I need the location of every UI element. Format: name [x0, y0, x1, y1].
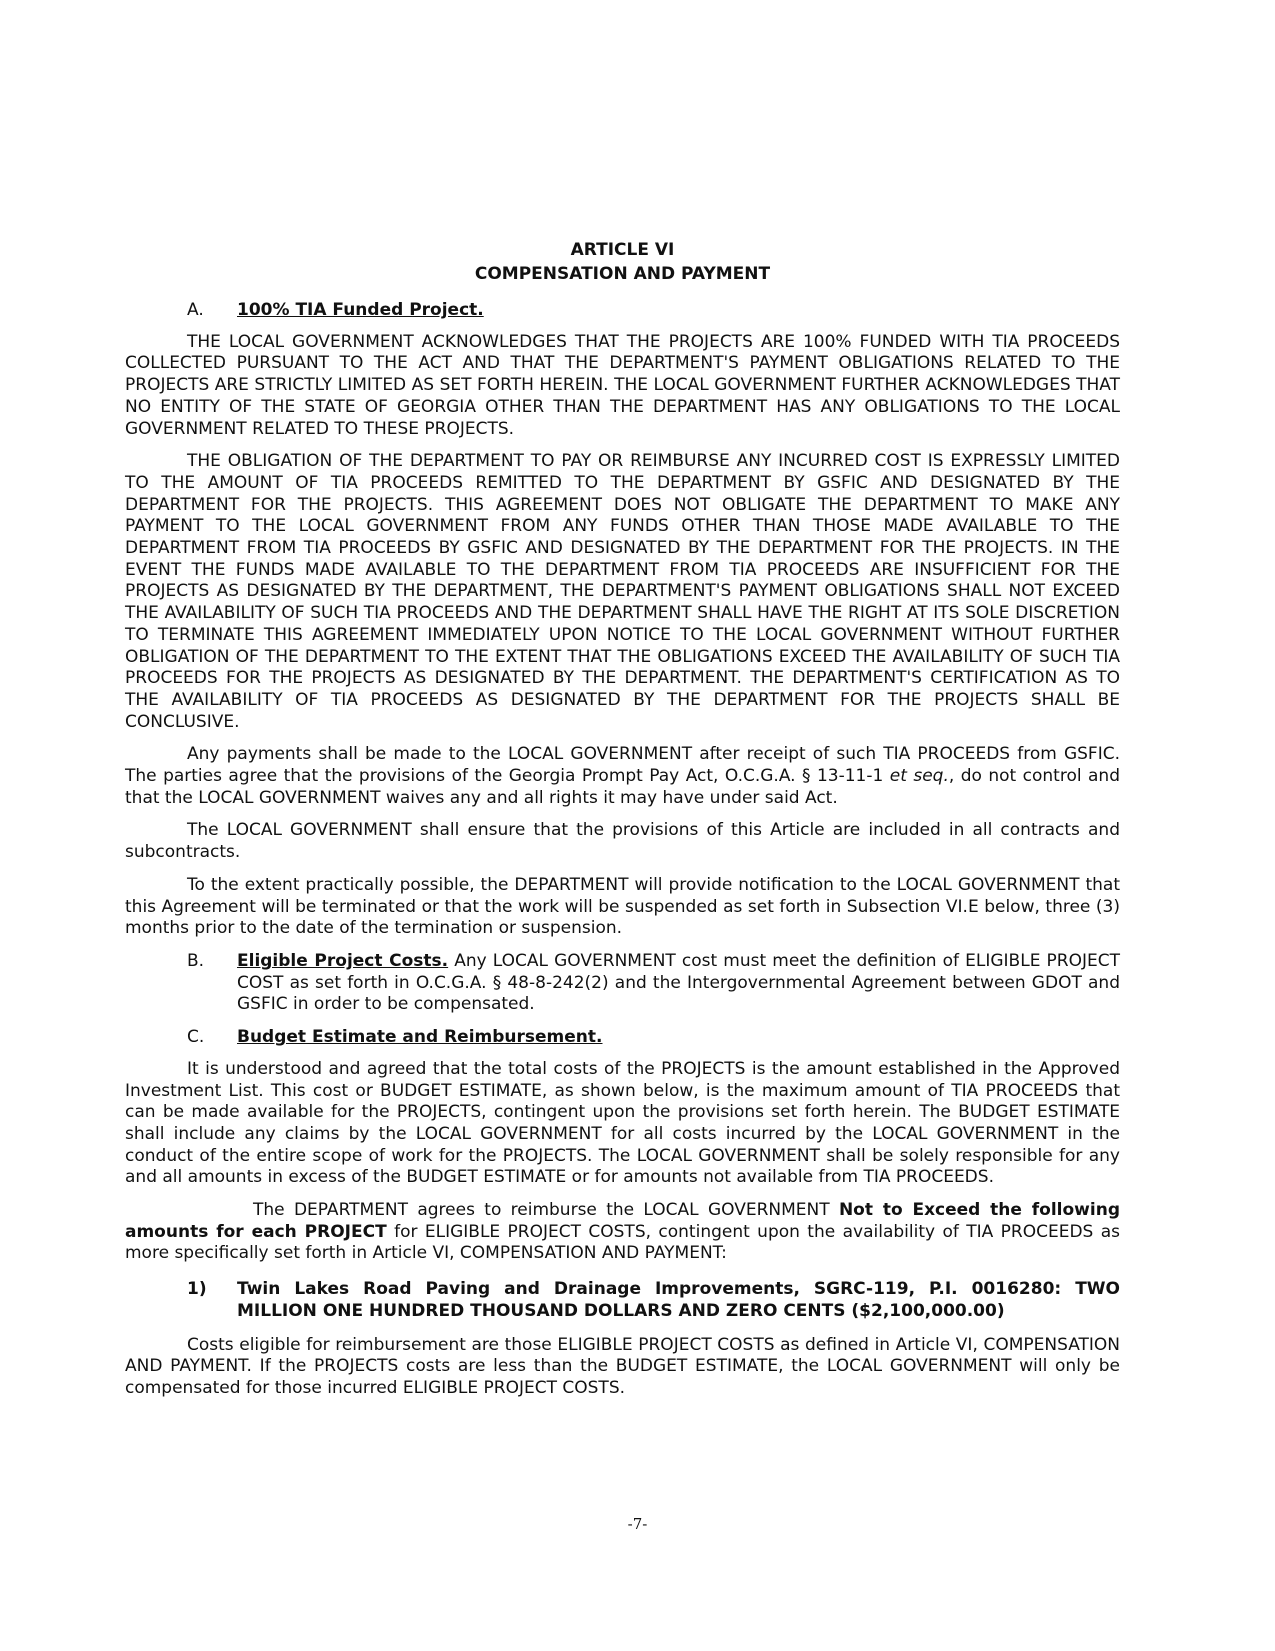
section-c-heading: [125, 1027, 1120, 1049]
section-a-paragraph-2: THE OBLIGATION OF THE DEPARTMENT TO PAY OR REIMBURSE ANY INCURRED COST IS EXPRESSLY LIMITED TO THE AMOUNT OF TIA PROCEEDS REMITTED TO THE DEPARTMENT BY GSFIC AND DESIGNATED BY THE DEPARTMENT FOR THE PROJECTS. THIS AGREEMENT DOES NOT OBLIGATE THE DEPARTMENT TO MAKE ANY PAYMENT TO THE LOCAL GOVERNMENT FROM ANY FUNDS OTHER THAN THOSE MADE AVAILABLE TO THE DEPARTMENT FROM TIA PROCEEDS BY GSFIC AND DESIGNATED BY THE DEPARTMENT FOR THE PROJECTS. IN THE EVENT THE FUNDS MADE AVAILABLE TO THE DEPARTMENT FROM TIA PROCEEDS ARE INSUFFICIENT FOR THE PROJECTS AS DESIGNATED BY THE DEPARTMENT, THE DEPARTMENT'S PAYMENT OBLIGATIONS SHALL NOT EXCEED THE AVAILABILITY OF SUCH TIA PROCEEDS AND THE DEPARTMENT SHALL HAVE THE RIGHT AT ITS SOLE DISCRETION TO TERMINATE THIS AGREEMENT IMMEDIATELY UPON NOTICE TO THE LOCAL GOVERNMENT WITHOUT FURTHER OBLIGATION OF THE DEPARTMENT TO THE EXTENT THAT THE OBLIGATIONS EXCEED THE AVAILABILITY OF SUCH TIA PROCEEDS FOR THE PROJECTS AS DESIGNATED BY THE DEPARTMENT. THE DEPARTMENT'S CERTIFICATION AS TO THE AVAILABILITY OF TIA PROCEEDS AS DESIGNATED BY THE DEPARTMENT FOR THE PROJECTS SHALL BE CONCLUSIVE.: [125, 451, 1120, 732]
section-c-paragraph-3: Costs eligible for reimbursement are those ELIGIBLE PROJECT COSTS as defined in Article VI, COMPENSATION AND PAYMENT. If the PROJECTS costs are less than the BUDGET ESTIMATE, the LOCAL GOVERNMENT will only be compensated for those incurred ELIGIBLE PROJECT COSTS.: [125, 1334, 1120, 1398]
section-c-paragraph-2: [125, 1200, 1120, 1265]
section-b-title: Eligible Project Costs.: [237, 950, 449, 971]
section-b-text: Any LOCAL GOVERNMENT cost must meet the definition of ELIGIBLE PROJECT COST as set forth in O.C.G.A. § 48-8-242(2) and the Intergovernmental Agreement between GDOT and GSFIC in order to be compensated.: [237, 950, 1121, 1015]
article-title: COMPENSATION AND PAYMENT: [474, 264, 771, 284]
page-number: -7-: [627, 1515, 648, 1533]
section-a-paragraph-4: The LOCAL GOVERNMENT shall ensure that the provisions of this Article are included in all contracts and subcontracts.: [125, 820, 1120, 863]
project-number: 1): [187, 1279, 207, 1300]
project-description: Twin Lakes Road Paving and Drainage Improvements, SGRC-119, P.I. 0016280: TWO MILLION ONE HUNDRED THOUSAND DOLLARS AND ZERO CENTS ($2,100,000.00): [237, 1279, 1120, 1321]
section-c-title: Budget Estimate and Reimbursement.: [237, 1027, 603, 1048]
section-a-paragraph-5: To the extent practically possible, the DEPARTMENT will provide notification to the LOCAL GOVERNMENT that this Agreement will be terminated or that the work will be suspended as set forth in Subsection VI.E below, three (3) months prior to the date of the termination or suspension.: [125, 874, 1120, 939]
section-b: [125, 951, 1120, 1016]
prompt-pay-text-2: , do not control and that the LOCAL GOVERNMENT waives any and all rights it may have under said Act.: [125, 766, 1120, 808]
section-a-letter: A.: [187, 300, 204, 320]
section-c-letter: C.: [187, 1027, 205, 1048]
reimburse-text-2: for ELIGIBLE PROJECT COSTS, contingent upon the availability of TIA PROCEEDS as more specifically set forth in Article VI, COMPENSATION AND PAYMENT:: [125, 1221, 1120, 1264]
section-a-paragraph-1: THE LOCAL GOVERNMENT ACKNOWLEDGES THAT THE PROJECTS ARE 100% FUNDED WITH TIA PROCEEDS COLLECTED PURSUANT TO THE ACT AND THAT THE DEPARTMENT'S PAYMENT OBLIGATIONS RELATED TO THE PROJECTS ARE STRICTLY LIMITED AS SET FORTH HEREIN. THE LOCAL GOVERNMENT FURTHER ACKNOWLEDGES THAT NO ENTITY OF THE STATE OF GEORGIA OTHER THAN THE DEPARTMENT HAS ANY OBLIGATIONS TO THE LOCAL GOVERNMENT RELATED TO THESE PROJECTS.: [125, 331, 1120, 439]
project-item: [125, 1279, 1120, 1322]
document-body: [125, 238, 1120, 1411]
article-number: ARTICLE VI: [570, 240, 675, 260]
section-a-heading: [125, 300, 1120, 322]
not-to-exceed-text: Not to Exceed the following amounts for each PROJECT: [125, 1200, 1120, 1242]
reimburse-text-1: The DEPARTMENT agrees to reimburse the LOCAL GOVERNMENT: [253, 1200, 839, 1221]
section-c-paragraph-1: It is understood and agreed that the total costs of the PROJECTS is the amount established in the Approved Investment List. This cost or BUDGET ESTIMATE, as shown below, is the maximum amount of TIA PROCEEDS that can be made available for the PROJECTS, contingent upon the provisions set forth herein. The BUDGET ESTIMATE shall include any claims by the LOCAL GOVERNMENT for all costs incurred by the LOCAL GOVERNMENT in the conduct of the entire scope of work for the PROJECTS. The LOCAL GOVERNMENT shall be solely responsible for any and all amounts in excess of the BUDGET ESTIMATE or for amounts not available from TIA PROCEEDS.: [125, 1058, 1120, 1188]
section-b-body: [237, 951, 1120, 1016]
prompt-pay-text-1: Any payments shall be made to the LOCAL GOVERNMENT after receipt of such TIA PROCEEDS from GSFIC. The parties agree that the provisions of the Georgia Prompt Pay Act, O.C.G.A. § 13-11-1: [125, 744, 1120, 787]
section-b-letter: B.: [187, 950, 205, 971]
section-a-title: 100% TIA Funded Project.: [237, 300, 484, 320]
et-seq-text: et seq.: [889, 766, 949, 787]
section-a-paragraph-3: [125, 744, 1120, 809]
